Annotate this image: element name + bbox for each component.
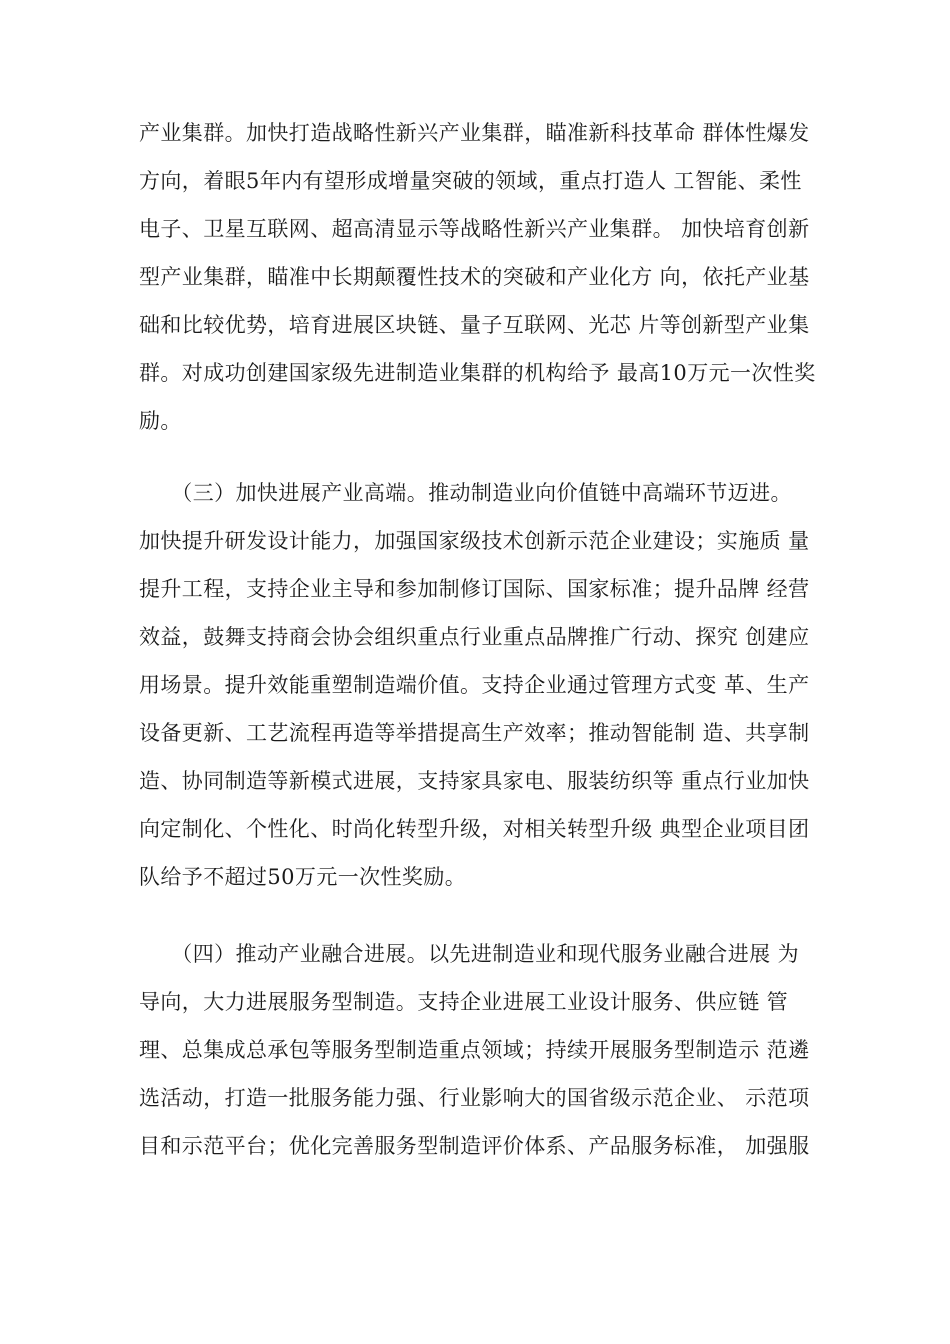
text-line: 群。对成功创建国家级先进制造业集群的机构给予 最高10万元一次性奖 (139, 361, 816, 385)
text-line: 提升工程，支持企业主导和参加制修订国际、国家标准；提升品牌 经营 (139, 577, 810, 601)
paragraph-industrial-clusters (139, 109, 829, 445)
text-line: 励。 (139, 409, 182, 433)
text-line: 设备更新、工艺流程再造等举措提高生产效率；推动智能制 造、共享制 (139, 721, 810, 745)
text-line: 造、协同制造等新模式进展，支持家具家电、服装纺织等 重点行业加快 (139, 769, 810, 793)
text-line: 方向，着眼5年内有望形成增量突破的领域，重点打造人 工智能、柔性 (139, 169, 802, 193)
text-line: 型产业集群，瞄准中长期颠覆性技术的突破和产业化方 向，依托产业基 (139, 265, 810, 289)
text-line: 电子、卫星互联网、超高清显示等战略性新兴产业集群。 加快培育创新 (139, 217, 810, 241)
text-line: 产业集群。加快打造战略性新兴产业集群，瞄准新科技革命 群体性爆发 (139, 121, 810, 145)
section-heading-line: （三）加快进展产业高端。推动制造业向价值链中高端环节迈进。 (139, 481, 792, 505)
text-line: 用场景。提升效能重塑制造端价值。支持企业通过管理方式变 革、生产 (139, 673, 810, 697)
paragraph-section-four (139, 930, 829, 1170)
paragraph-section-three (139, 469, 829, 901)
text-line: 目和示范平台；优化完善服务型制造评价体系、产品服务标准， 加强服 (139, 1134, 810, 1158)
text-line: 导向，大力进展服务型制造。支持企业进展工业设计服务、供应链 管 (139, 990, 789, 1014)
text-line: 效益，鼓舞支持商会协会组织重点行业重点品牌推广行动、探究 创建应 (139, 625, 810, 649)
text-line: 础和比较优势，培育进展区块链、量子互联网、光芯 片等创新型产业集 (139, 313, 810, 337)
text-line: 理、总集成总承包等服务型制造重点领域；持续开展服务型制造示 范遴 (139, 1038, 810, 1062)
text-line: 队给予不超过50万元一次性奖励。 (139, 865, 467, 889)
text-line: 选活动，打造一批服务能力强、行业影响大的国省级示范企业、 示范项 (139, 1086, 810, 1110)
text-line: 向定制化、个性化、时尚化转型升级，对相关转型升级 典型企业项目团 (139, 817, 810, 841)
text-line: 加快提升研发设计能力，加强国家级技术创新示范企业建设；实施质 量 (139, 529, 810, 553)
section-heading-line: （四）推动产业融合进展。以先进制造业和现代服务业融合进展 为 (139, 942, 799, 966)
